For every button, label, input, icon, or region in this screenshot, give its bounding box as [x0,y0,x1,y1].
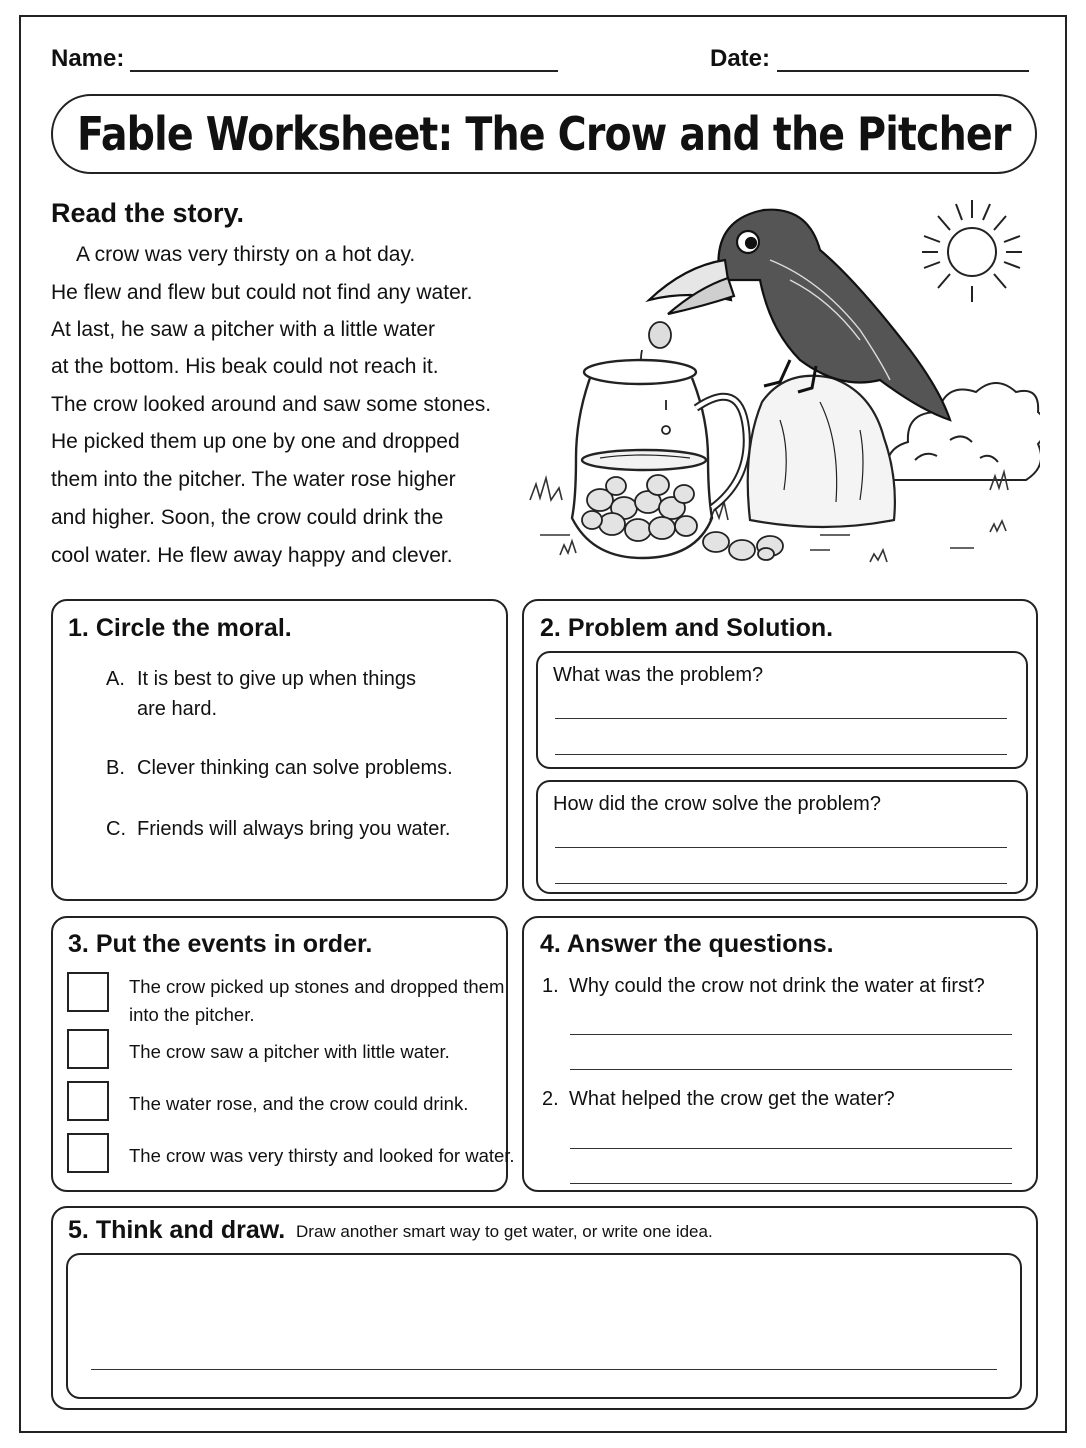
drawing-area[interactable] [66,1253,1022,1399]
q5-heading [68,1216,285,1245]
event-order-box-4[interactable] [67,1133,109,1173]
q2-number: 2. [540,614,561,642]
q2-heading [540,614,833,643]
event-2: The crow saw a pitcher with little water. [129,1041,450,1062]
event-order-box-1[interactable] [67,972,109,1012]
q4-question-1-number: 1. [542,975,559,997]
story-illustration [520,190,1040,580]
rock-icon [748,376,895,527]
solution-answer-line-1[interactable] [555,847,1007,848]
event-3: The water rose, and the crow could drink. [129,1093,469,1114]
q5-instruction: Draw another smart way to get water, or write one idea. [296,1222,713,1241]
q4-title: Answer the questions. [566,930,834,958]
q1-option-c-letter[interactable]: C. [106,818,126,840]
story-line: The crow looked around and saw some stones. [51,393,492,416]
q4-answer-1-line-2[interactable] [570,1069,1012,1070]
q3-title: Put the events in order. [95,930,373,958]
story-line: at the bottom. His beak could not reach it. [51,355,439,378]
q1-box [51,599,508,901]
story-line: At last, he saw a pitcher with a little water [51,318,435,341]
name-field[interactable] [130,70,558,72]
event-order-box-2[interactable] [67,1029,109,1069]
q1-option-a-line2[interactable]: are hard. [137,698,218,720]
story-line: He flew and flew but could not find any water. [51,281,473,304]
q3-number: 3. [68,930,89,958]
q1-option-b[interactable]: Clever thinking can solve problems. [137,757,453,779]
q4-question-2: What helped the crow get the water? [569,1088,895,1110]
q3-heading [68,930,372,959]
idea-answer-line[interactable] [91,1369,997,1370]
event-4: The crow was very thirsty and looked for water. [129,1145,515,1166]
sun-icon [922,200,1022,302]
story-line: and higher. Soon, the crow could drink the [51,506,444,529]
story-line: them into the pitcher. The water rose higher [51,468,456,491]
q1-title: Circle the moral. [95,614,292,642]
date-label: Date: [710,45,771,72]
story-heading: Read the story. [51,198,245,228]
story-line: He picked them up one by one and dropped [51,430,460,453]
event-order-box-3[interactable] [67,1081,109,1121]
page-title: Fable Worksheet: The Crow and the Pitcher [77,107,1011,161]
solution-prompt: How did the crow solve the problem? [553,793,881,815]
q4-heading [540,930,834,959]
date-field[interactable] [777,70,1029,72]
q4-number: 4. [540,930,561,958]
story-line: A crow was very thirsty on a hot day. [76,243,416,266]
q4-question-1: Why could the crow not drink the water at first? [569,975,985,997]
q1-option-a-letter[interactable]: A. [106,668,125,690]
q2-title: Problem and Solution. [567,614,834,642]
q4-answer-1-line-1[interactable] [570,1034,1012,1035]
q5-number: 5. [68,1216,89,1244]
problem-prompt: What was the problem? [553,664,764,686]
problem-answer-line-1[interactable] [555,718,1007,719]
q1-option-a[interactable]: It is best to give up when things [137,668,417,690]
event-1-line2: into the pitcher. [129,1004,255,1025]
story-line: cool water. He flew away happy and clever. [51,544,453,567]
q1-option-b-letter[interactable]: B. [106,757,125,779]
q1-option-c[interactable]: Friends will always bring you water. [137,818,451,840]
q4-question-2-number: 2. [542,1088,559,1110]
problem-answer-line-2[interactable] [555,754,1007,755]
q5-title: Think and draw. [95,1216,286,1244]
q1-heading [68,614,292,643]
title-banner [51,94,1037,174]
q1-number: 1. [68,614,89,642]
event-1: The crow picked up stones and dropped them [129,976,505,997]
q4-answer-2-line-2[interactable] [570,1183,1012,1184]
q4-answer-2-line-1[interactable] [570,1148,1012,1149]
name-label: Name: [51,45,125,72]
solution-answer-line-2[interactable] [555,883,1007,884]
